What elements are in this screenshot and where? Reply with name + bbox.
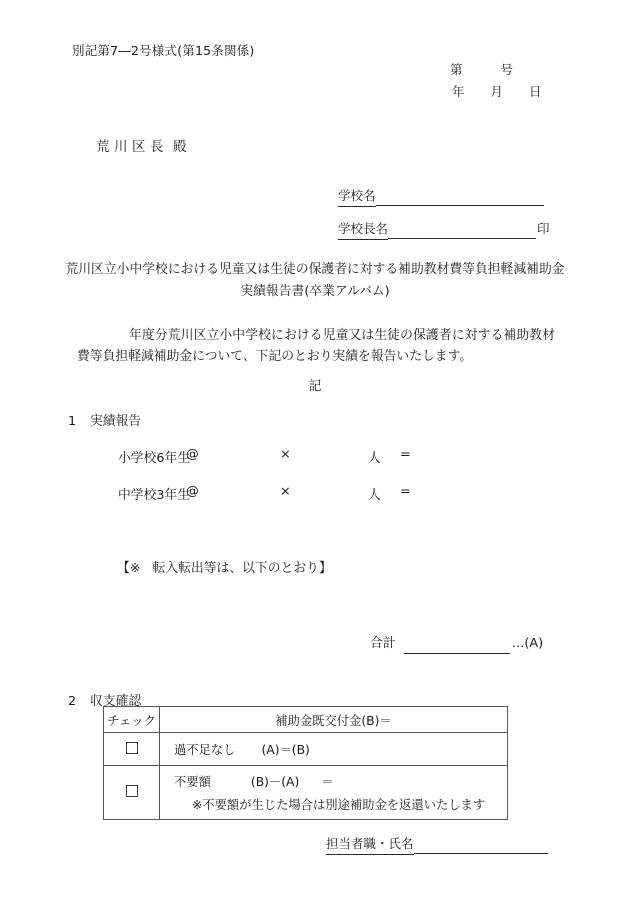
- table-header-check-column: チェック: [104, 707, 160, 733]
- calculation-row-label: 中学校3年生: [118, 488, 191, 503]
- multiply-symbol: ×: [280, 447, 291, 462]
- checkbox-cell-no-discrepancy[interactable]: [104, 733, 160, 766]
- section-2-label: 収支確認: [90, 694, 142, 709]
- checkbox-icon[interactable]: [126, 785, 138, 797]
- table-row: [104, 733, 508, 766]
- no-discrepancy-formula: (A)＝(B): [261, 743, 310, 757]
- table-cell-no-discrepancy: [160, 733, 508, 766]
- unit-price-symbol: @: [186, 484, 199, 499]
- table-cell-excess-amount: [160, 766, 508, 820]
- total-label: 合計: [370, 636, 396, 651]
- excess-amount-line: [174, 772, 507, 790]
- total-line[interactable]: [370, 632, 543, 654]
- document-date-line: [452, 82, 542, 100]
- transfer-note-open-bracket: 【※: [117, 561, 141, 576]
- addressee-honorific: 殿: [173, 139, 187, 155]
- excess-amount-formula: (B)－(A): [250, 775, 300, 789]
- school-name-label: 学校名: [338, 186, 376, 207]
- document-number-dai-label: 第: [450, 62, 463, 77]
- total-amount-input-rule[interactable]: [404, 636, 510, 654]
- seal-mark-label: 印: [537, 221, 550, 236]
- table-row: [104, 766, 508, 820]
- total-suffix-label: …(A): [511, 636, 544, 651]
- checkbox-cell-excess-amount[interactable]: [104, 766, 160, 820]
- addressee-recipient: 荒川区長: [96, 139, 168, 155]
- section-2-number: 2: [68, 694, 77, 709]
- checkbox-icon[interactable]: [126, 742, 138, 754]
- document-title-line-1: 荒川区立小中学校における児童又は生徒の保護者に対する補助教材費等負担軽減補助金: [65, 262, 565, 277]
- transfer-note-text: 転入転出等は、以下のとおり】: [152, 561, 332, 576]
- staff-name-input-rule[interactable]: [414, 836, 548, 854]
- date-month-label: 月: [490, 84, 504, 99]
- school-name-input-rule[interactable]: [376, 188, 544, 206]
- equals-symbol: =: [400, 447, 411, 462]
- date-year-label: 年: [452, 84, 465, 99]
- section-1-heading: [68, 410, 141, 429]
- transfer-note: [117, 557, 332, 576]
- date-day-label: 日: [529, 84, 542, 99]
- document-number-gou-label: 号: [500, 62, 514, 77]
- table-header-row: [104, 707, 508, 733]
- form-code-label: 別記第7―2号様式(第15条関係): [72, 43, 255, 58]
- document-title-line-2: 実績報告書(卒業アルバム): [240, 284, 390, 299]
- section-1-number: 1: [68, 414, 77, 429]
- document-number-line: [450, 60, 513, 78]
- ki-marker: 記: [308, 379, 322, 394]
- excess-amount-note: ※不要額が生じた場合は別途補助金を返還いたします: [192, 798, 486, 812]
- person-unit-label: 人: [368, 451, 381, 466]
- balance-confirmation-table: [103, 706, 508, 820]
- principal-name-input-rule[interactable]: [388, 221, 536, 239]
- addressee-line: [96, 135, 187, 155]
- staff-name-label: 担当者職・氏名: [326, 834, 414, 855]
- staff-name-field[interactable]: [326, 834, 548, 855]
- section-1-label: 実績報告: [90, 414, 142, 429]
- excess-amount-equals: ＝: [321, 775, 334, 789]
- equals-symbol: =: [400, 484, 411, 499]
- body-paragraph: 年度分荒川区立小中学校における児童又は生徒の保護者に対する補助教材費等負担軽減補助金について、下記のとおり実績を報告いたします。: [77, 328, 555, 364]
- document-title: [0, 259, 630, 303]
- no-discrepancy-label: 過不足なし: [174, 743, 236, 757]
- calculation-row-label: 小学校6年生: [118, 451, 191, 466]
- excess-amount-label: 不要額: [174, 775, 211, 789]
- principal-name-label: 学校長名: [338, 219, 388, 240]
- table-header-amount-column: 補助金既交付金(B)＝: [160, 707, 508, 733]
- multiply-symbol: ×: [280, 484, 291, 499]
- unit-price-symbol: @: [186, 447, 199, 462]
- principal-name-field[interactable]: [338, 219, 550, 240]
- person-unit-label: 人: [368, 488, 381, 503]
- school-name-field[interactable]: [338, 186, 544, 207]
